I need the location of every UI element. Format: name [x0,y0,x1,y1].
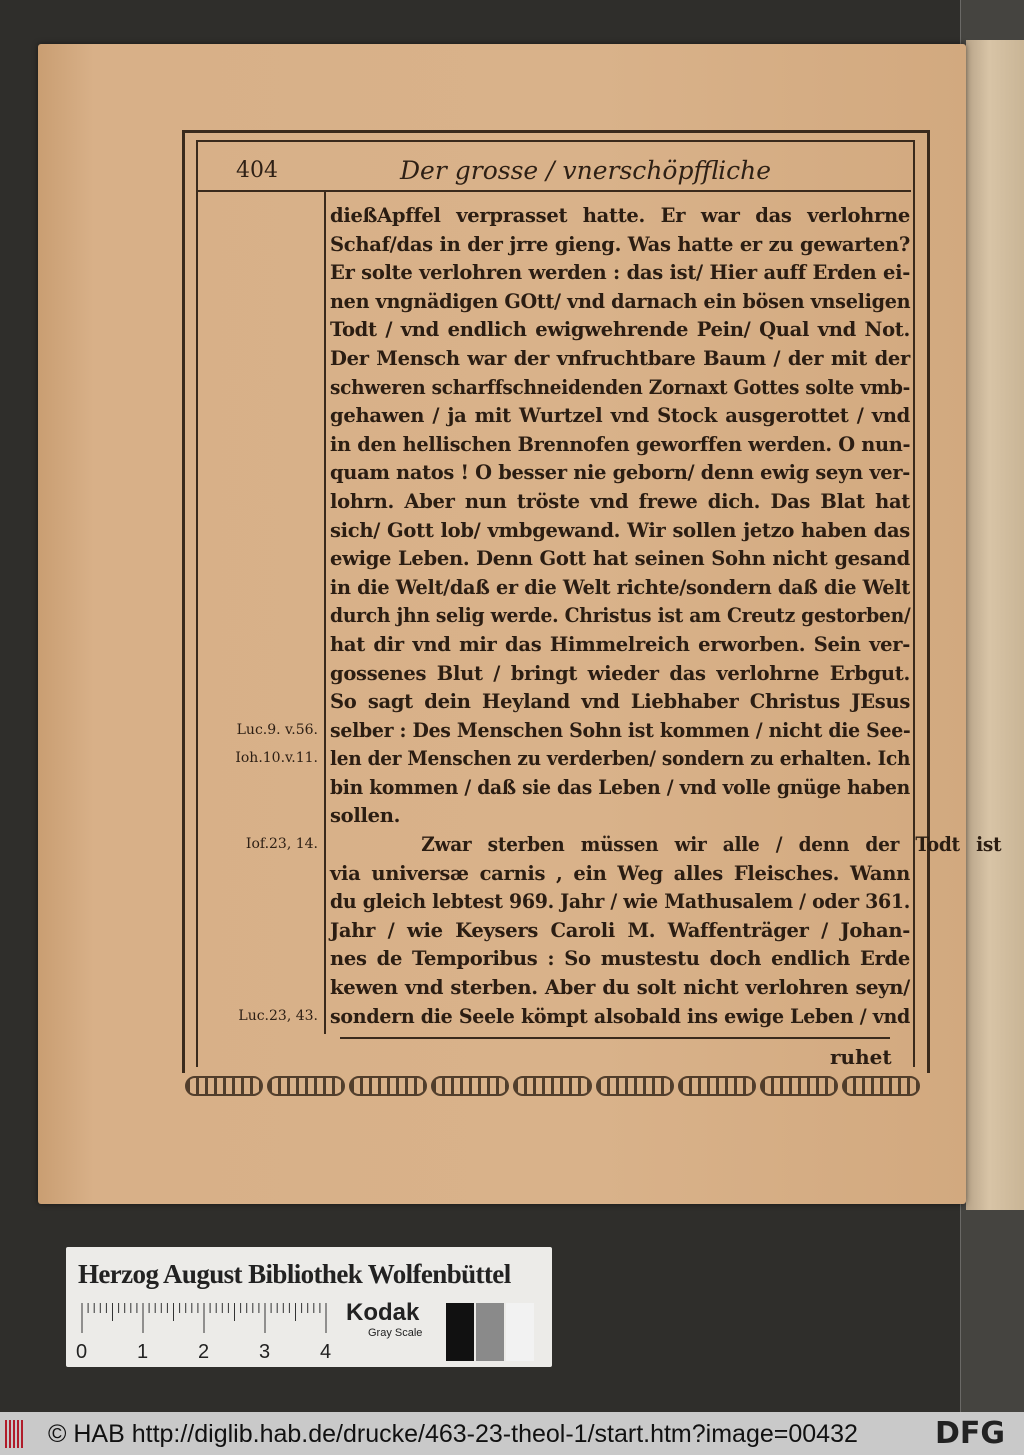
text-line: Der Mensch war der vnfruchtbare Baum / der mit der [330,346,910,370]
text-line: So sagt dein Heyland vnd Liebhaber Christus JEsus [330,690,910,714]
text-line: len der Menschen zu verderben/ sondern zu erhalten. Ich [330,747,911,771]
text-line: kewen vnd sterben. Aber du solt nicht verlohren seyn/ [330,976,910,1000]
margin-note: Luc.23, 43. [238,1008,318,1024]
text-line: quam natos ! O besser nie geborn/ denn ewig seyn ver- [330,461,911,485]
text-line: Schaf/das in der jrre gieng. Was hatte er zu gewarten? [330,232,910,256]
ruler-scale [80,1303,330,1333]
text-line: du gleich lebtest 969. Jahr / wie Mathusalem / oder 361. [330,890,911,914]
footer-rule [340,1037,890,1039]
gray-scale-label: Gray Scale [368,1327,423,1339]
black-swatch [446,1303,474,1361]
text-line: via universæ carnis , ein Weg alles Fleisches. Wann [330,861,910,885]
text-line: sich/ Gott lob/ vmbgewand. Wir sollen jetzo haben das [330,518,910,542]
ornamental-border [185,1076,920,1096]
margin-note: Ioh.10.v.11. [235,750,318,766]
margin-column-rule [324,192,326,1034]
text-line: lohrn. Aber nun tröste vnd frewe dich. Das Blat hat [330,489,910,513]
dfg-logo: DFG [935,1416,1006,1451]
library-name: Herzog August Bibliothek Wolfenbüttel [78,1259,511,1289]
text-line: durch jhn selig werde. Christus ist am Creutz gestorben/ [330,604,911,628]
text-line: in den hellischen Brennofen geworffen werden. O nun- [330,432,911,456]
text-line: bin kommen / daß sie das Leben / vnd volle gnüge haben [330,775,911,799]
text-line: Jahr / wie Keysers Caroli M. Waffenträger / Johan- [330,918,910,942]
text-line: gehawen / ja mit Wurtzel vnd Stock ausgerottet / vnd [330,404,910,428]
text-line: selber : Des Menschen Sohn ist kommen / nicht die See- [330,718,911,742]
text-line: ewige Leben. Denn Gott hat seinen Sohn nicht gesand [330,547,910,571]
kodak-label: Kodak [346,1299,420,1326]
text-line: gossenes Blut / bringt wieder das verlohrne Erbgut. [330,661,910,685]
color-reference-card [66,1247,552,1367]
header-rule [196,190,911,192]
white-swatch [506,1303,534,1361]
running-title: Der grosse / vnerschöpffliche [400,156,772,185]
ruler-number: 3 [259,1341,271,1363]
margin-note: Iof.23, 14. [245,836,318,852]
text-line: in die Welt/daß er die Welt richte/sondern daß die Welt [330,575,911,599]
text-line: sondern die Seele kömpt alsobald ins ewige Leben / vnd [330,1004,911,1028]
ruler-number: 2 [198,1341,210,1363]
gray-swatch [476,1303,504,1361]
margin-note: Luc.9. v.56. [236,722,318,738]
ruler-number: 0 [76,1341,88,1363]
text-line: nen vngnädigen GOtt/ vnd darnach ein bösen vnseligen [330,289,911,313]
body-text [330,202,1002,1031]
ruler-number: 4 [320,1341,332,1363]
copyright-url[interactable]: © HAB http://diglib.hab.de/drucke/463-23-theol-1/start.htm?image=00432 [48,1420,858,1448]
page-number: 404 [236,158,278,183]
text-line: sollen. [330,804,401,828]
text-line: schweren scharffschneidenden Zornaxt Gottes solte vmb- [330,375,910,399]
facing-page-edge [966,40,1024,1210]
text-line: hat dir vnd mir das Himmelreich erworben. Sein ver- [330,632,910,656]
footer-bar [0,1412,1024,1455]
text-line: Todt / vnd endlich ewigwehrende Pein/ Qual vnd Not. [330,318,910,342]
text-line: dießApffel verprasset hatte. Er war das verlohrne [330,204,910,227]
text-line: Zwar sterben müssen wir alle / denn der Todt ist [421,833,1002,857]
text-line: Er solte verlohren werden : das ist/ Hier auff Erden ei- [330,261,910,285]
hab-logo-icon [5,1420,25,1448]
text-line: nes de Temporibus : So mustestu doch endlich Erde [330,947,910,971]
ruler-number: 1 [137,1341,149,1363]
catchword: ruhet [830,1045,892,1069]
